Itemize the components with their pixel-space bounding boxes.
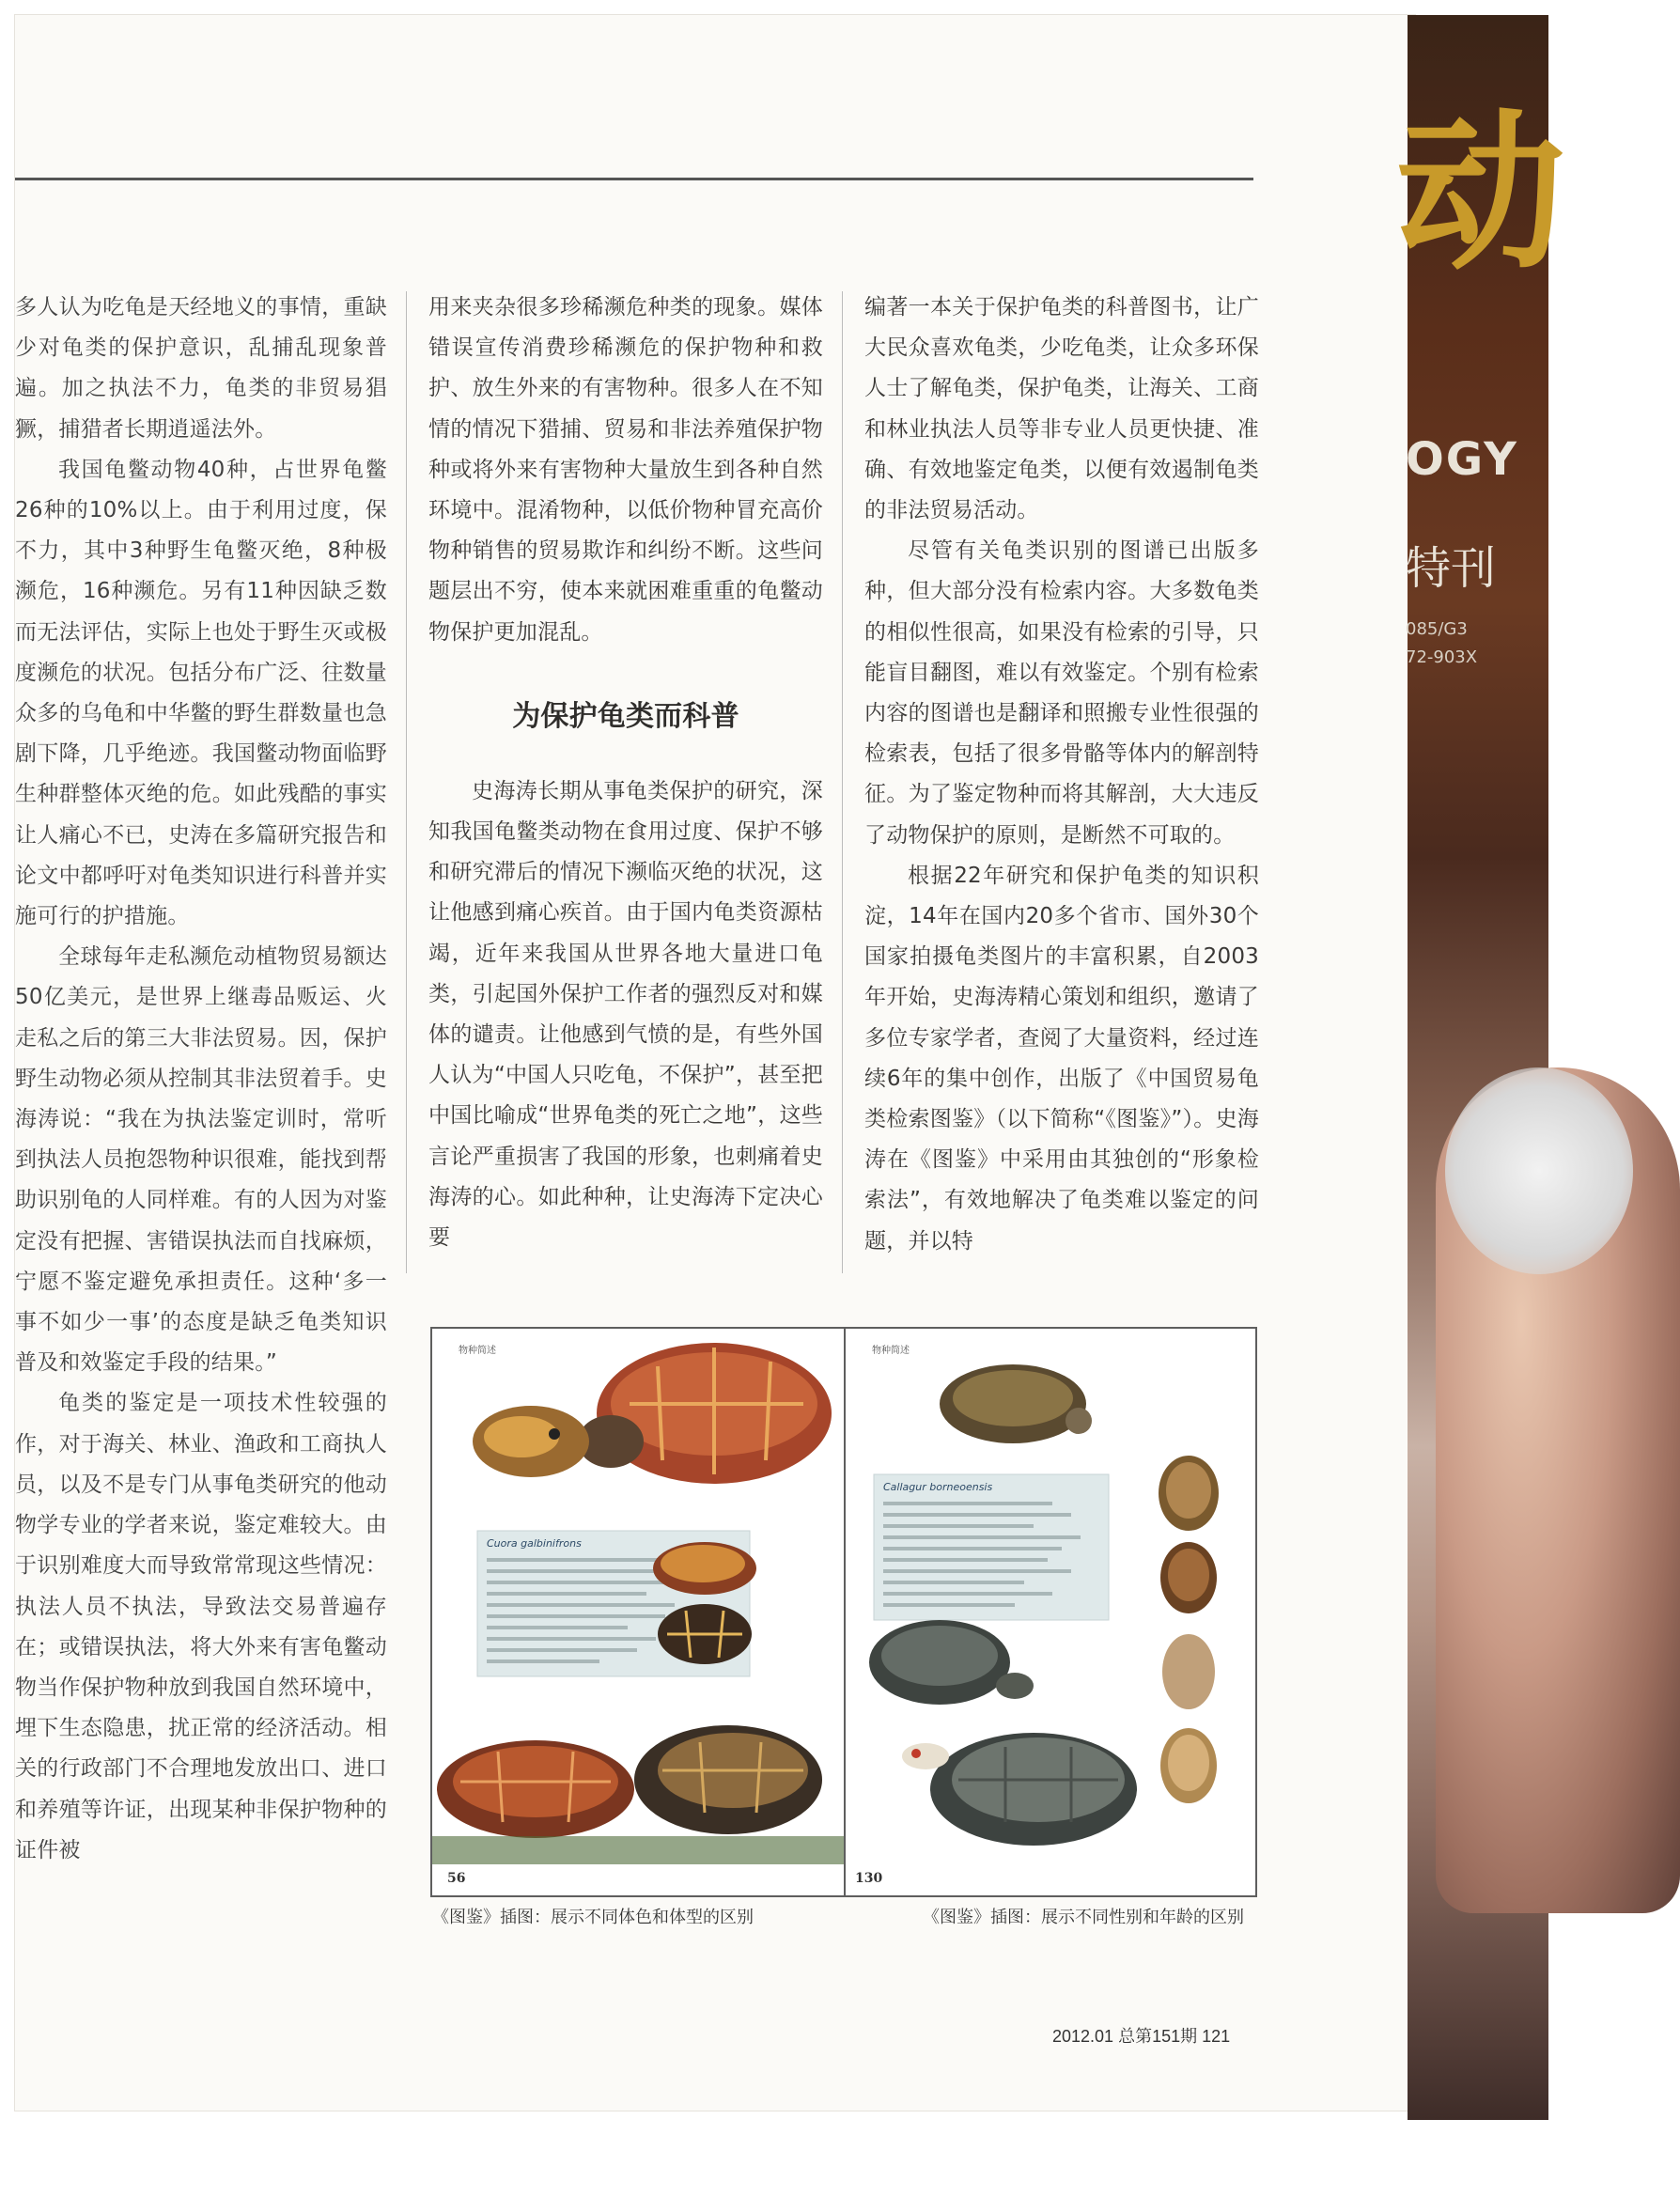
text-column-3 — [864, 288, 1259, 1262]
paragraph: 用来夹杂很多珍稀濒危种类的现象。媒体错误宣传消费珍稀濒危的保护物种和救护、放生外来的有害物种。很多人在不知情的情况下猎捕、贸易和非法养殖保护物种或将外来有害物种大量放生到各种自然环境中。混淆物种，以低价物种冒充高价物种销售的贸易欺诈和纠纷不断。这些问题层出不穷，使本来就困难重重的龟鳖动物保护更加混乱。 — [428, 295, 823, 645]
figure-header: 物种简述 — [872, 1346, 910, 1356]
paragraph: 根据22年研究和保护龟类的知识积淀，14年在国内20多个省市、国外30个国家拍摄龟类图片的丰富积累，自2003年开始，史海涛精心策划和组织，邀请了多位专家学者，查阅了大量资料，经过连续6年的集中创作，出版了《中国贸易龟类检索图鉴》（以下简称“《图鉴》”）。史海涛在《图鉴》中采用由其独创的“形象检索法”，有效地解决了龟类难以鉴定的问题，并以特 — [864, 863, 1259, 1254]
cover-code-2: 72-903X — [1406, 647, 1478, 667]
cover-special-label: 特刊 — [1406, 542, 1497, 595]
figure-illustration-2 — [844, 1327, 1257, 1897]
paragraph: 尽管有关龟类识别的图谱已出版多种，但大部分没有检索内容。大多数龟类的相似性很高，如果没有检索的引导，只能盲目翻图，难以有效鉴定。个别有检索内容的图谱也是翻译和照搬专业性很强的检索表，包括了很多骨骼等体内的解剖特征。为了鉴定物种而将其解剖，大大违反了动物保护的原则，是断然不可取的。 — [864, 538, 1259, 848]
turtle-photos — [432, 1329, 844, 1895]
paragraph: 我国龟鳖动物40种，占世界龟鳖26种的10%以上。由于利用过度，保不力，其中3种野生龟鳖灭绝，8种极濒危，16种濒危。另有11种因缺乏数而无法评估，实际上也处于野生灭或极度濒危的状况。包括分布广泛、往数量众多的乌龟和中华鳖的野生群数量也急剧下降，几乎绝迹。我国鳖动物面临野生种群整体灭绝的危。如此残酷的事实让人痛心不已，史涛在多篇研究报告和论文中都呼吁对龟类知识进行科普并实施可行的护措施。 — [15, 457, 387, 929]
cover-code-1: 085/G3 — [1406, 619, 1468, 639]
figure-page-number: 130 — [855, 1871, 883, 1886]
paragraph: 龟类的鉴定是一项技术性较强的作，对于海关、林业、渔政和工商执人员，以及不是专门从事龟类研究的他动物学专业的学者来说，鉴定难较大。由于识别难度大而导致常常现这些情况：执法人员不执法，导致法交易普遍存在；或错误执法，将大外来有害龟鳖动物当作保护物种放到我国自然环境中，埋下生态隐患，扰正常的经济活动。相关的行政部门不合理地发放出口、进口和养殖等许证，出现某种非保护物种的证件被 — [15, 1391, 387, 1862]
species-name: Cuora galbinifrons — [487, 1537, 582, 1550]
top-rule — [15, 178, 1253, 180]
figure-page-number: 56 — [447, 1871, 466, 1886]
text-column-1 — [15, 288, 387, 1871]
page-footer: 2012.01 总第151期 121 — [1052, 2027, 1231, 2046]
turtle-small-3 — [1162, 1634, 1215, 1709]
cover-portrait-hair — [1445, 1067, 1633, 1274]
figure-illustration-1 — [430, 1327, 846, 1897]
magazine-cover-edge — [1396, 15, 1566, 2120]
turtle-photos — [846, 1329, 1255, 1895]
paragraph: 编著一本关于保护龟类的科普图书，让广大民众喜欢龟类，少吃龟类，让众多环保人士了解龟类，保护龟类，让海关、工商和林业执法人员等非专业人员更快捷、准确、有效地鉴定龟类，以便有效遏制龟类的非法贸易活动。 — [864, 295, 1259, 523]
figure-header: 物种简述 — [459, 1346, 496, 1356]
column-divider — [406, 291, 407, 1273]
section-heading: 为保护龟类而科普 — [512, 699, 739, 733]
figure-caption-2: 《图鉴》插图：展示不同性别和年龄的区别 — [923, 1908, 1244, 1927]
paragraph: 全球每年走私濒危动植物贸易额达50亿美元，是世界上继毒品贩运、火走私之后的第三大非法贸易。因，保护野生动物必须从控制其非法贸着手。史海涛说：“我在为执法鉴定训时，常听到执法人员抱怨物种识很难，能找到帮助识别龟的人同样难。有的人因为对鉴定没有把握、害错误执法而自找麻烦，宁愿不鉴定避免承担责任。这种‘多一事不如少一事’的态度是缺乏龟类知识普及和效鉴定手段的结果。” — [15, 944, 387, 1376]
species-name: Callagur borneoensis — [883, 1481, 993, 1493]
paragraph: 史海涛长期从事龟类保护的研究，深知我国龟鳖类动物在食用过度、保护不够和研究滞后的情况下濒临灭绝的状况，这让他感到痛心疾首。由于国内龟类资源枯竭，近年来我国从世界各地大量进口龟类，引起国外保护工作者的强烈反对和媒体的谴责。让他感到气愤的是，有些外国人认为“中国人只吃龟，不保护”，甚至把中国比喻成“世界龟类的死亡之地”，这些言论严重损害了我国的形象，也刺痛着史海涛的心。如此种种，让史海涛下定决心要 — [428, 778, 823, 1251]
text-column-2 — [428, 288, 823, 1258]
cover-english-title: OGY — [1406, 433, 1518, 486]
cover-title-char: 动 — [1396, 94, 1566, 292]
paragraph: 多人认为吃龟是天经地义的事情，重缺少对龟类的保护意识，乱捕乱现象普遍。加之执法不力，龟类的非贸易猖獗，捕猎者长期逍遥法外。 — [15, 295, 387, 442]
figure-caption-1: 《图鉴》插图：展示不同体色和体型的区别 — [432, 1908, 754, 1927]
column-divider — [842, 291, 843, 1273]
